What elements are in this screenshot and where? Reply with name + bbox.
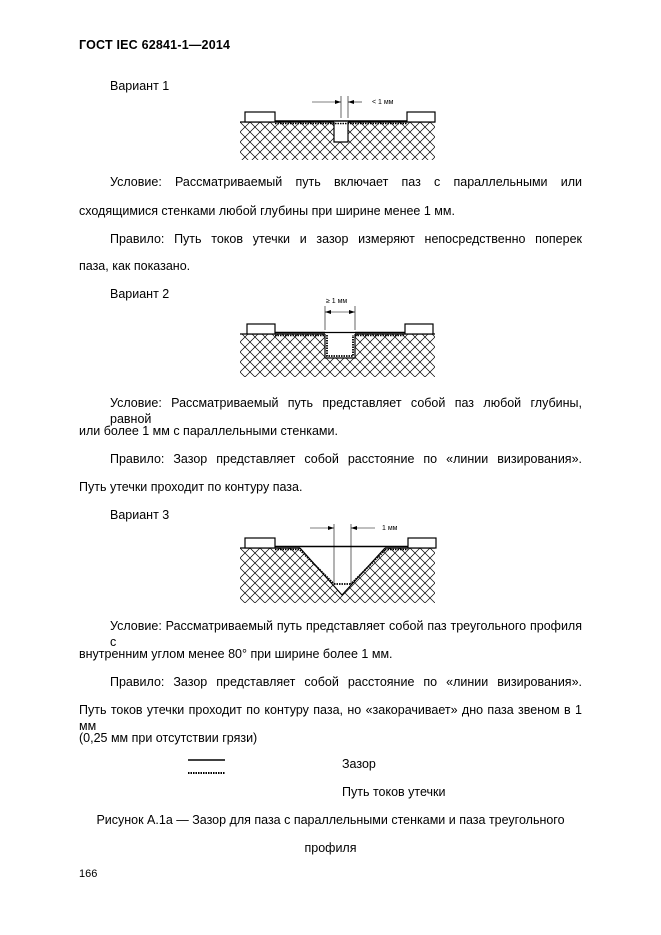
document-header: ГОСТ IEC 62841-1—2014: [79, 38, 231, 52]
left-conductor: [245, 538, 275, 548]
legend-clearance-line: [188, 757, 228, 763]
variant-2-condition-line-1: Условие: Рассматриваемый путь представляет собой паз любой глубины, равной: [110, 396, 582, 426]
right-conductor: [407, 112, 435, 122]
variant-3-dimension-label: 1 мм: [382, 525, 398, 532]
legend-clearance-label: Зазор: [342, 757, 376, 771]
figure-caption-line-1: Рисунок А.1а — Зазор для паза с параллельными стенками и паза треугольного: [96, 813, 565, 827]
variant-1-rule-line-1: Правило: Путь токов утечки и зазор измеряют непосредственно поперек: [110, 232, 582, 246]
variant-3-figure: [230, 518, 445, 606]
variant-3-rule-line-2: Путь токов утечки проходит по контуру паза, но «закорачивает» дно паза звеном в 1 мм: [79, 703, 582, 733]
variant-1-dimension-label: < 1 мм: [372, 99, 394, 106]
variant-2-heading: Вариант 2: [110, 287, 170, 301]
figure-caption-line-2: профиля: [304, 841, 357, 855]
variant-1-rule-line-2: паза, как показано.: [79, 259, 191, 273]
variant-2-rule-line-1: Правило: Зазор представляет собой расстояние по «линии визирования».: [110, 452, 582, 466]
variant-1-condition-line-1: Условие: Рассматриваемый путь включает паз с параллельными или: [110, 175, 582, 189]
left-conductor: [245, 112, 275, 122]
variant-2-condition-line-2: или более 1 мм с параллельными стенками.: [79, 424, 338, 438]
variant-3-condition-line-2: внутренним углом менее 80° при ширине более 1 мм.: [79, 647, 393, 661]
left-conductor: [247, 324, 275, 334]
variant-3-rule-line-1: Правило: Зазор представляет собой расстояние по «линии визирования».: [110, 675, 582, 689]
variant-1-heading: Вариант 1: [110, 79, 170, 93]
variant-2-rule-line-2: Путь утечки проходит по контуру паза.: [79, 480, 303, 494]
variant-3-rule-line-3: (0,25 мм при отсутствии грязи): [79, 731, 258, 745]
variant-1-condition-line-2: сходящимися стенками любой глубины при ширине менее 1 мм.: [79, 204, 455, 218]
variant-2-dimension-label: ≥ 1 мм: [326, 298, 348, 305]
legend-creepage-label: Путь токов утечки: [342, 785, 446, 799]
variant-1-figure: [230, 92, 445, 162]
variant-2-figure: [230, 292, 445, 382]
page-number: 166: [79, 868, 98, 880]
right-conductor: [408, 538, 436, 548]
variant-3-condition-line-1: Условие: Рассматриваемый путь представляет собой паз треугольного профиля с: [110, 619, 582, 649]
legend-creepage-line: [188, 770, 228, 776]
variant-3-heading: Вариант 3: [110, 508, 170, 522]
right-conductor: [405, 324, 433, 334]
